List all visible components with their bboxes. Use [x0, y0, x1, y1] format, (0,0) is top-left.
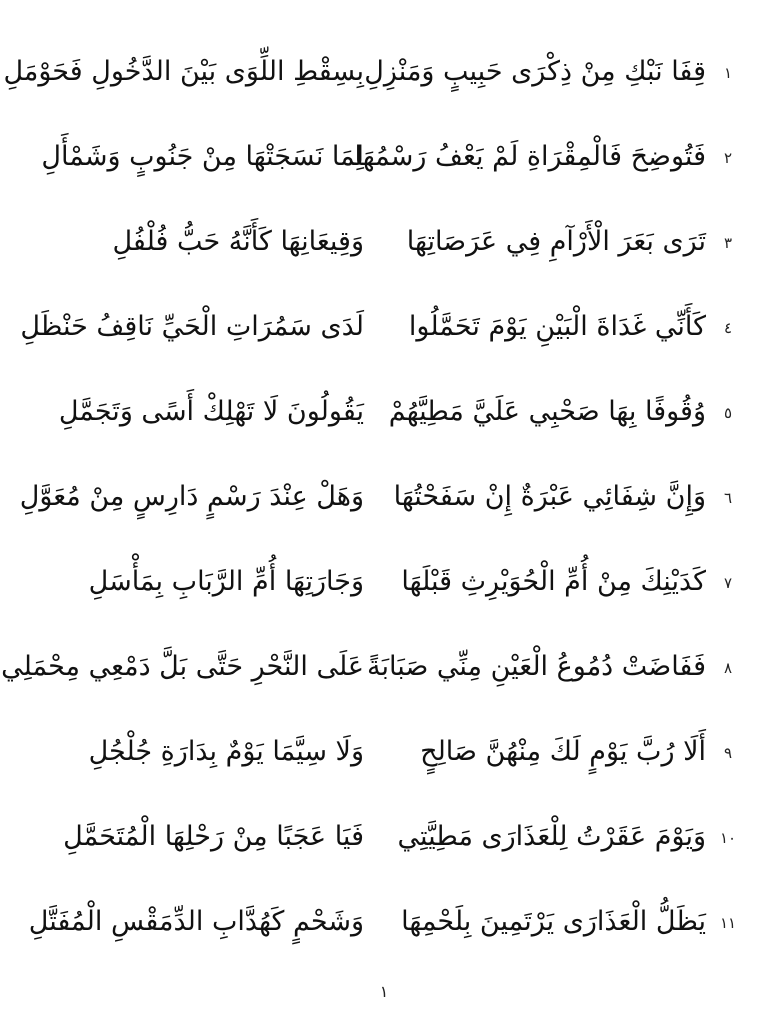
verse-number: ٤: [723, 318, 733, 337]
second-hemistich: لَدَى سَمُرَاتِ الْحَيِّ نَاقِفُ حَنْظَلِ: [20, 311, 364, 343]
second-hemistich: وَهَلْ عِنْدَ رَسْمٍ دَارِسٍ مِنْ مُعَوَّلِ: [19, 481, 364, 513]
verse-number: ٥: [723, 403, 733, 422]
second-hemistich: عَلَى النَّحْرِ حَتَّى بَلَّ دَمْعِي مِحْمَلِي: [1, 651, 364, 683]
verse-row: [28, 710, 750, 795]
second-hemistich: وَقِيعَانِهَا كَأَنَّهُ حَبُّ فُلْفُلِ: [112, 226, 364, 258]
verse-number: ١١: [719, 913, 737, 932]
verse-number: ٦: [723, 488, 733, 507]
first-hemistich: وَإِنَّ شِفَائِي عَبْرَةٌ إِنْ سَفَحْتُهَا: [393, 481, 706, 513]
verse-row: [28, 370, 750, 455]
verse-row: [28, 540, 750, 625]
second-hemistich: فَيَا عَجَبًا مِنْ رَحْلِهَا الْمُتَحَمَّلِ: [63, 821, 364, 853]
verse-list: [1, 30, 750, 965]
first-hemistich: وُقُوفًا بِهَا صَحْبِي عَلَيَّ مَطِيَّهُمْ: [388, 396, 706, 428]
verse-row: [3, 30, 750, 115]
verse-row: [28, 795, 750, 880]
verse-number: ٩: [723, 743, 733, 762]
first-hemistich: كَدَيْنِكَ مِنْ أُمِّ الْحُوَيْرِثِ قَبْلَهَا: [401, 566, 706, 598]
verse-number: ٢: [723, 148, 733, 167]
verse-number: ٧: [723, 573, 733, 592]
verse-row: [1, 625, 750, 710]
verse-row: [19, 455, 750, 540]
first-hemistich: فَفَاضَتْ دُمُوعُ الْعَيْنِ مِنِّي صَبَابَةً: [367, 651, 706, 683]
verse-number: ٣: [723, 233, 733, 252]
page-number: ١: [379, 982, 389, 1001]
first-hemistich: كَأَنِّي غَدَاةَ الْبَيْنِ يَوْمَ تَحَمَّلُوا: [408, 311, 706, 343]
verse-row: [20, 285, 750, 370]
first-hemistich: فَتُوضِحَ فَالْمِقْرَاةِ لَمْ يَعْفُ رَسْمُهَا: [354, 141, 706, 173]
first-hemistich: أَلَا رُبَّ يَوْمٍ لَكَ مِنْهُنَّ صَالِحٍ: [420, 736, 706, 768]
second-hemistich: وَجَارَتِهَا أُمِّ الرَّبَابِ بِمَأْسَلِ: [88, 566, 364, 598]
first-hemistich: وَيَوْمَ عَقَرْتُ لِلْعَذَارَى مَطِيَّتِي: [397, 821, 706, 853]
verse-row: [28, 115, 750, 200]
first-hemistich: تَرَى بَعَرَ الْأَرْآمِ فِي عَرَصَاتِهَا: [406, 226, 706, 258]
second-hemistich: وَلَا سِيَّمَا يَوْمٌ بِدَارَةِ جُلْجُلِ: [88, 736, 364, 768]
second-hemistich: وَشَحْمٍ كَهُدَّابِ الدِّمَقْسِ الْمُفَتَّلِ: [28, 906, 364, 938]
verse-row: [28, 880, 750, 965]
verse-row: [28, 200, 750, 285]
first-hemistich: يَظَلُّ الْعَذَارَى يَرْتَمِينَ بِلَحْمِهَا: [401, 906, 706, 938]
verse-number: ٨: [723, 658, 733, 677]
second-hemistich: يَقُولُونَ لَا تَهْلِكْ أَسًى وَتَجَمَّلِ: [58, 396, 364, 428]
verse-number: ١٠: [719, 828, 737, 847]
first-hemistich: قِفَا نَبْكِ مِنْ ذِكْرَى حَبِيبٍ وَمَنْزِلِ: [364, 56, 706, 88]
second-hemistich: لِمَا نَسَجَتْهَا مِنْ جَنُوبٍ وَشَمْأَلِ: [41, 141, 364, 173]
verse-number: ١: [723, 63, 733, 82]
second-hemistich: بِسِقْطِ اللِّوَى بَيْنَ الدَّخُولِ فَحَوْمَلِ: [3, 56, 364, 88]
